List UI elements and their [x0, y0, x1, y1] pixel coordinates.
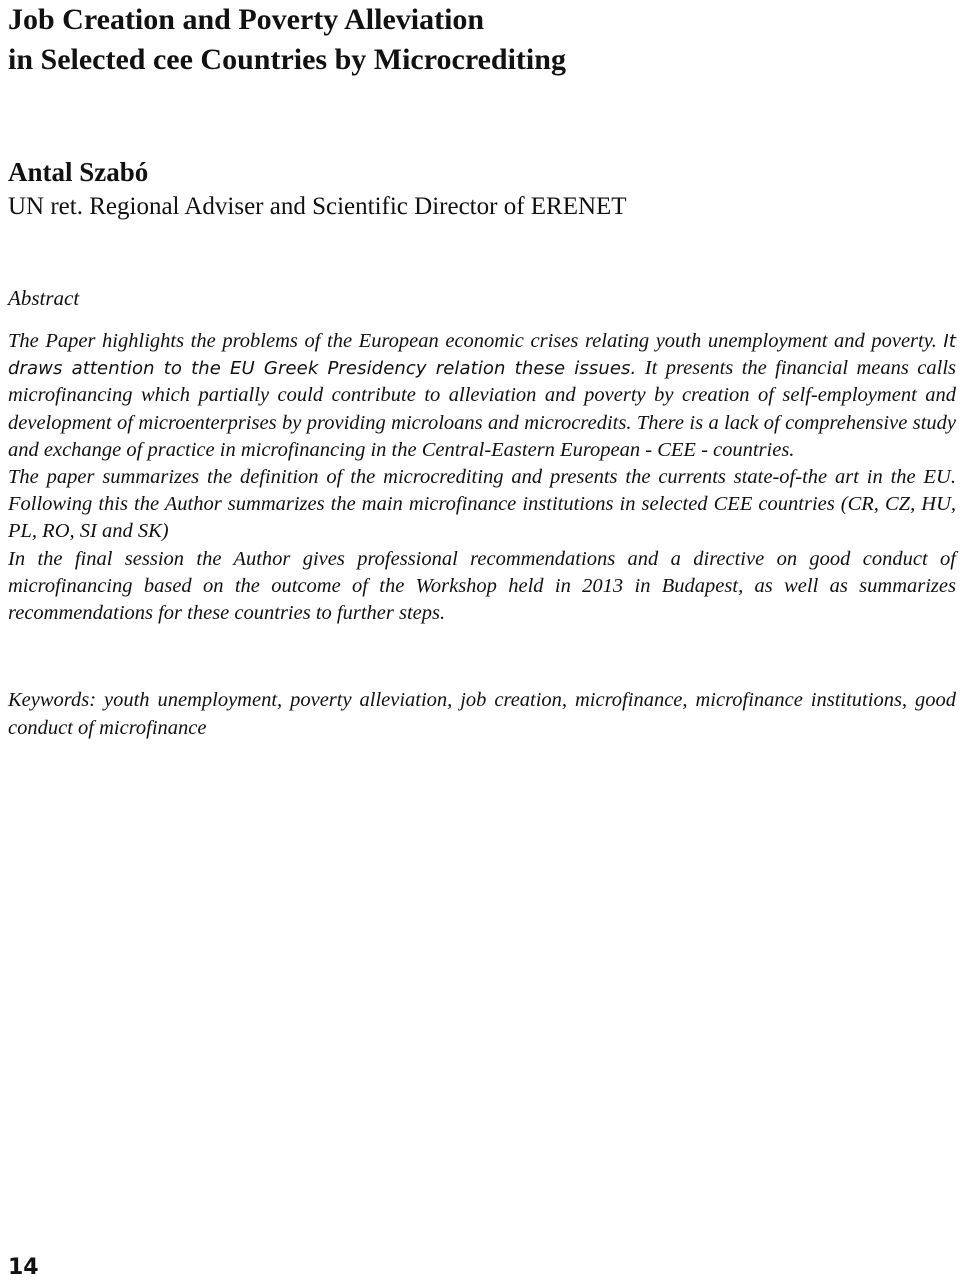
paper-title-line-2: in Selected cee Countries by Microcrediting — [8, 43, 566, 76]
abstract-body — [8, 328, 956, 627]
author-block — [8, 154, 956, 224]
abstract-paragraph-2: The paper summarizes the definition of the microcrediting and presents the currents state-of-the art in the EU. Following this the Author summarizes the main microfinance institutions in selected CEE countries (CR, CZ, HU, PL, RO, SI and SK) — [8, 466, 956, 543]
abstract-heading: Abstract — [8, 286, 80, 310]
author-affiliation: UN ret. Regional Adviser and Scientific Director of ERENET — [8, 193, 627, 220]
paper-page — [8, 0, 956, 739]
paper-title — [8, 0, 956, 80]
keywords: Keywords: youth unemployment, poverty alleviation, job creation, microfinance, microfinance institutions, good conduct of microfinance — [8, 689, 956, 739]
abstract-p1-part-3: It presents the financial means calls microfinancing which partially could contribute to alleviation and poverty by creation of self-employment and development of microenterprises by providing microloans and microcredits. There is a lack of comprehensive study and exchange of practice in microfinancing in the Central-Eastern European - CEE - countries. — [8, 357, 956, 461]
abstract-paragraph-1 — [8, 328, 956, 464]
abstract-paragraph-3: In the final session the Author gives professional recommendations and a directive on good conduct of microfinancing based on the outcome of the Workshop held in 2013 in Budapest, as well as summarizes recommendations for these countries to further steps. — [8, 547, 956, 625]
author-name: Antal Szabó — [8, 157, 149, 187]
paper-title-line-1: Job Creation and Poverty Alleviation — [8, 3, 485, 36]
abstract-p1-part-1: The Paper highlights the problems of the European economic crises relating youth unemployment and poverty. — [8, 330, 944, 352]
page-number: 14 — [8, 1255, 39, 1280]
abstract-p1-part-2: It draws attention to the EU Greek Presidency relation these issues. — [8, 331, 956, 380]
